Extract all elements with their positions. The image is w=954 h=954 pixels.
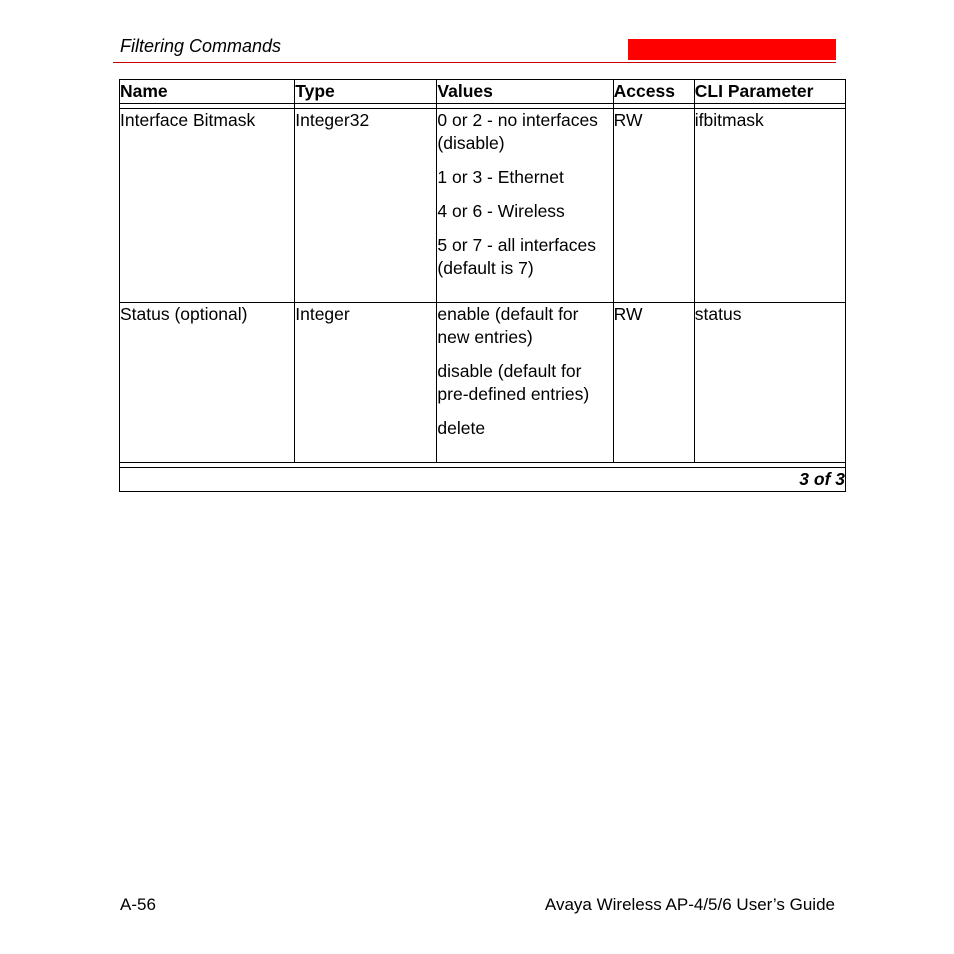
row-cli-parameter: status xyxy=(694,303,845,463)
value-item: 4 or 6 - Wireless xyxy=(437,201,565,221)
row-values xyxy=(437,109,613,303)
section-title: Filtering Commands xyxy=(120,36,282,56)
column-header-type: Type xyxy=(295,80,437,104)
continuation-label: 3 of 3 xyxy=(120,468,846,492)
header-accent-bar xyxy=(628,39,836,60)
value-item: enable (default for new entries) xyxy=(437,304,579,347)
column-header-values: Values xyxy=(437,80,613,104)
value-item: 0 or 2 - no interfaces (disable) xyxy=(437,110,598,153)
header-rule xyxy=(113,62,836,63)
table-row xyxy=(120,109,846,303)
page-number: A-56 xyxy=(120,895,156,914)
value-item: 5 or 7 - all interfaces (default is 7) xyxy=(437,235,596,278)
row-cli-parameter: ifbitmask xyxy=(694,109,845,303)
parameter-table xyxy=(119,79,846,492)
row-type: Integer32 xyxy=(295,109,437,303)
guide-title: Avaya Wireless AP-4/5/6 User’s Guide xyxy=(544,895,835,914)
value-item: 1 or 3 - Ethernet xyxy=(437,167,564,187)
column-header-cli-parameter: CLI Parameter xyxy=(694,80,845,104)
value-item: delete xyxy=(437,418,486,438)
row-name: Status (optional) xyxy=(120,303,295,463)
table-row xyxy=(120,303,846,463)
table-footer-row xyxy=(120,468,846,492)
table-header-row xyxy=(120,80,846,104)
column-header-access: Access xyxy=(613,80,694,104)
row-type: Integer xyxy=(295,303,437,463)
row-values xyxy=(437,303,613,463)
column-header-name: Name xyxy=(120,80,295,104)
row-access: RW xyxy=(613,109,694,303)
row-name: Interface Bitmask xyxy=(120,109,295,303)
value-item: disable (default for pre-defined entries) xyxy=(437,361,590,404)
row-access: RW xyxy=(613,303,694,463)
